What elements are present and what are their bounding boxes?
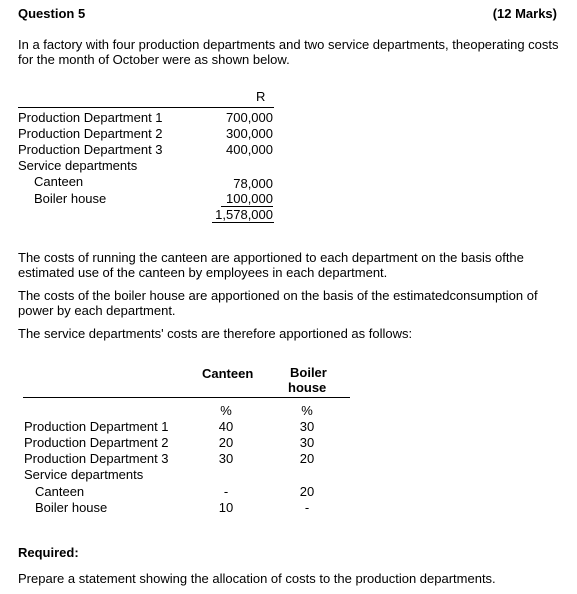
boiler-pct: 30 [299, 419, 315, 434]
apportion-row-label: Production Department 2 [24, 435, 169, 450]
col-header-boiler-2: house [288, 380, 327, 395]
costs-row-label: Production Department 3 [18, 142, 163, 157]
apportion-intro-paragraph: The service departments' costs are therefore apportioned as follows: [18, 326, 413, 341]
canteen-pct: 30 [218, 451, 234, 466]
boiler-pct: 20 [299, 484, 315, 499]
costs-row-value: 400,000 [226, 142, 273, 157]
boiler-pct: - [304, 500, 310, 515]
apportion-row-label: Canteen [35, 484, 85, 499]
col-header-canteen: Canteen [202, 366, 254, 381]
costs-row-label: Canteen [34, 174, 84, 189]
costs-total: 1,578,000 [215, 207, 273, 222]
costs-row-value: 100,000 [226, 191, 273, 206]
costs-row-value: 78,000 [233, 176, 273, 191]
col-header-boiler-1: Boiler [290, 365, 327, 380]
question-number: Question 5 [18, 6, 86, 21]
canteen-pct: 20 [218, 435, 234, 450]
costs-table-top-rule [18, 107, 274, 108]
canteen-pct: 10 [218, 500, 234, 515]
costs-total-rule [212, 222, 274, 223]
question-marks: (12 Marks) [492, 6, 557, 21]
apportion-row-label: Production Department 1 [24, 419, 169, 434]
apportion-row-label: Boiler house [35, 500, 108, 515]
costs-row-label: Boiler house [34, 191, 107, 206]
required-heading: Required: [18, 545, 79, 560]
boiler-pct: 30 [299, 435, 315, 450]
required-text: Prepare a statement showing the allocation of costs to the production departments. [18, 571, 496, 586]
canteen-basis-paragraph: The costs of running the canteen are apportioned to each department on the basis ofthe estimated use of the canteen by employees in each department. [18, 250, 524, 280]
apportion-row-label: Service departments [24, 467, 144, 482]
costs-row-value: 300,000 [226, 126, 273, 141]
costs-row-label: Service departments [18, 158, 138, 173]
apportion-table-rule [23, 397, 350, 398]
costs-row-value: 700,000 [226, 110, 273, 125]
boiler-pct: 20 [299, 451, 315, 466]
apportion-row-label: Production Department 3 [24, 451, 169, 466]
unit-boiler: % [301, 403, 313, 418]
canteen-pct: 40 [218, 419, 234, 434]
intro-paragraph: In a factory with four production departments and two service departments, theoperating costs for the month of October were as shown below. [18, 37, 559, 67]
unit-canteen: % [220, 403, 232, 418]
costs-row-label: Production Department 1 [18, 110, 163, 125]
boiler-basis-paragraph: The costs of the boiler house are apportioned on the basis of the estimatedconsumption of power by each department. [18, 288, 538, 318]
currency-header: R [256, 89, 266, 104]
costs-row-label: Production Department 2 [18, 126, 163, 141]
canteen-pct: - [223, 484, 229, 499]
